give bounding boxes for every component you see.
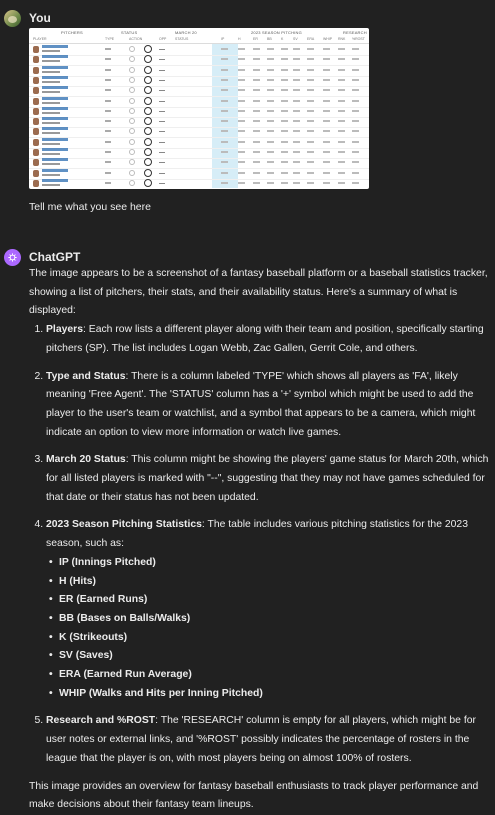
stat-value bbox=[293, 120, 300, 122]
list-item-title: Research and %ROST bbox=[46, 715, 156, 727]
player-team bbox=[42, 163, 60, 165]
stat-value bbox=[267, 141, 274, 143]
add-player-icon bbox=[129, 56, 135, 62]
stat-value bbox=[253, 161, 260, 163]
player-headshot bbox=[33, 128, 39, 135]
stat-value bbox=[307, 48, 314, 50]
stat-value bbox=[267, 120, 274, 122]
stat-value bbox=[221, 79, 228, 81]
stat-value bbox=[281, 161, 288, 163]
stat-value bbox=[293, 151, 300, 153]
stat-value bbox=[238, 182, 245, 184]
stat-value bbox=[307, 141, 314, 143]
col-header: H bbox=[238, 37, 241, 41]
col-header: ER bbox=[253, 37, 258, 41]
list-item-title: 2023 Season Pitching Statistics bbox=[46, 519, 202, 531]
stat-value bbox=[253, 110, 260, 112]
col-header: TYPE bbox=[105, 37, 115, 41]
stat-item: • BB (Bases on Balls/Walks) bbox=[59, 610, 491, 629]
stat-value bbox=[281, 110, 288, 112]
stat-value bbox=[338, 161, 345, 163]
stat-value bbox=[338, 100, 345, 102]
stat-item: • WHIP (Walks and Hits per Inning Pitched) bbox=[59, 685, 491, 704]
player-type bbox=[105, 58, 111, 60]
player-type bbox=[105, 110, 111, 112]
col-header: %ROST bbox=[352, 37, 365, 41]
col-header: ACTION bbox=[129, 37, 143, 41]
stat-value bbox=[221, 110, 228, 112]
stat-value bbox=[323, 89, 330, 91]
stat-value bbox=[293, 110, 300, 112]
col-header: STATUS bbox=[175, 37, 189, 41]
stat-value bbox=[267, 100, 274, 102]
player-type bbox=[105, 120, 111, 122]
stat-value bbox=[238, 130, 245, 132]
stat-value bbox=[352, 172, 359, 174]
opp-dash bbox=[159, 90, 165, 91]
opp-dash bbox=[159, 131, 165, 132]
stat-value bbox=[352, 120, 359, 122]
player-type bbox=[105, 151, 111, 153]
stat-value bbox=[307, 69, 314, 71]
camera-icon bbox=[144, 45, 152, 53]
stat-value bbox=[307, 89, 314, 91]
assistant-message-content bbox=[29, 265, 491, 815]
stat-value bbox=[221, 120, 228, 122]
stat-value bbox=[323, 100, 330, 102]
opp-dash bbox=[159, 49, 165, 50]
stat-value bbox=[281, 172, 288, 174]
stat-value bbox=[338, 130, 345, 132]
add-player-icon bbox=[129, 159, 135, 165]
stat-value bbox=[267, 69, 274, 71]
player-headshot bbox=[33, 87, 39, 94]
col-header: BB bbox=[267, 37, 272, 41]
player-name bbox=[42, 55, 68, 58]
stat-value bbox=[281, 58, 288, 60]
player-team bbox=[42, 143, 60, 145]
screenshot-table-row bbox=[29, 178, 369, 189]
stat-value bbox=[352, 79, 359, 81]
stat-value bbox=[338, 69, 345, 71]
stat-value bbox=[338, 79, 345, 81]
col-header: RNK bbox=[338, 37, 346, 41]
stat-value bbox=[238, 141, 245, 143]
stat-value bbox=[323, 79, 330, 81]
add-player-icon bbox=[129, 67, 135, 73]
stat-value bbox=[253, 182, 260, 184]
stat-value bbox=[352, 151, 359, 153]
list-item-text: : There is a column labeled 'TYPE' which shows all players as 'FA', likely meaning 'Free Agent'. The 'STATUS' column has a '+' symbol which might be used to add the player to the user's team or watchlist, and a symbol that appears to be a camera, which might indicate an option to view more information or watch live games. bbox=[46, 370, 476, 438]
stat-value bbox=[323, 141, 330, 143]
stat-value bbox=[253, 79, 260, 81]
stat-value bbox=[281, 100, 288, 102]
stat-value bbox=[221, 151, 228, 153]
camera-icon bbox=[144, 148, 152, 156]
list-item bbox=[46, 516, 491, 703]
camera-icon bbox=[144, 127, 152, 135]
player-name bbox=[42, 138, 68, 141]
player-headshot bbox=[33, 170, 39, 177]
stat-value bbox=[253, 130, 260, 132]
stat-value bbox=[221, 100, 228, 102]
player-name bbox=[42, 148, 68, 151]
list-item-title: March 20 Status bbox=[46, 454, 126, 466]
stat-value bbox=[281, 130, 288, 132]
stat-value bbox=[338, 58, 345, 60]
stat-value bbox=[323, 120, 330, 122]
stat-value bbox=[281, 120, 288, 122]
stat-value bbox=[253, 48, 260, 50]
stat-value bbox=[293, 161, 300, 163]
stat-value bbox=[352, 110, 359, 112]
stat-value bbox=[267, 182, 274, 184]
stat-value bbox=[253, 151, 260, 153]
stat-value bbox=[281, 48, 288, 50]
stat-value bbox=[307, 120, 314, 122]
stat-value bbox=[338, 182, 345, 184]
stat-value bbox=[267, 161, 274, 163]
camera-icon bbox=[144, 169, 152, 177]
screenshot-column-headers bbox=[29, 37, 369, 44]
user-avatar bbox=[4, 10, 21, 27]
stat-value bbox=[307, 151, 314, 153]
stat-value bbox=[338, 120, 345, 122]
stat-value bbox=[352, 89, 359, 91]
add-player-icon bbox=[129, 170, 135, 176]
opp-dash bbox=[159, 101, 165, 102]
opp-dash bbox=[159, 142, 165, 143]
list-item-title: Type and Status bbox=[46, 370, 126, 382]
screenshot-header-season: 2023 SEASON PITCHING bbox=[251, 30, 302, 35]
player-type bbox=[105, 89, 111, 91]
player-type bbox=[105, 130, 111, 132]
stat-value bbox=[281, 151, 288, 153]
list-item bbox=[46, 451, 491, 507]
stat-value bbox=[293, 182, 300, 184]
stat-value bbox=[352, 58, 359, 60]
player-team bbox=[42, 153, 60, 155]
stat-value bbox=[293, 100, 300, 102]
stat-value bbox=[267, 79, 274, 81]
col-header: IP bbox=[221, 37, 225, 41]
list-item-text: : This column might be showing the players' game status for March 20th, which for all listed players is marked with "--", suggesting that they may not have games scheduled for that date or their status has not been updated. bbox=[46, 454, 489, 503]
stat-value bbox=[307, 182, 314, 184]
stat-value bbox=[253, 58, 260, 60]
add-player-icon bbox=[129, 139, 135, 145]
opp-dash bbox=[159, 162, 165, 163]
assistant-name: ChatGPT bbox=[29, 250, 81, 264]
list-item-text: : The table includes various pitching statistics for the 2023 season, such as: bbox=[46, 519, 468, 550]
add-player-icon bbox=[129, 87, 135, 93]
camera-icon bbox=[144, 138, 152, 146]
player-type bbox=[105, 172, 111, 174]
camera-icon bbox=[144, 86, 152, 94]
player-team bbox=[42, 60, 60, 62]
stat-value bbox=[253, 141, 260, 143]
camera-icon bbox=[144, 66, 152, 74]
player-name bbox=[42, 179, 68, 182]
summary-list bbox=[29, 321, 491, 768]
stat-value bbox=[307, 79, 314, 81]
add-player-icon bbox=[129, 180, 135, 186]
col-header: PLAYER bbox=[33, 37, 47, 41]
stats-list bbox=[46, 554, 491, 704]
stat-value bbox=[221, 48, 228, 50]
stat-value bbox=[238, 151, 245, 153]
stat-value bbox=[338, 110, 345, 112]
stat-value bbox=[323, 69, 330, 71]
stat-value bbox=[253, 100, 260, 102]
stat-value bbox=[221, 69, 228, 71]
player-headshot bbox=[33, 46, 39, 53]
list-item-title: Players bbox=[46, 324, 83, 336]
opp-dash bbox=[159, 173, 165, 174]
stat-value bbox=[281, 69, 288, 71]
camera-icon bbox=[144, 97, 152, 105]
opp-dash bbox=[159, 152, 165, 153]
stat-value bbox=[238, 120, 245, 122]
stat-value bbox=[307, 161, 314, 163]
stat-value bbox=[238, 110, 245, 112]
stat-value bbox=[323, 151, 330, 153]
screenshot-header-pitchers: PITCHERS bbox=[61, 30, 83, 35]
player-headshot bbox=[33, 159, 39, 166]
stat-value bbox=[238, 161, 245, 163]
stat-value bbox=[267, 110, 274, 112]
camera-icon bbox=[144, 117, 152, 125]
add-player-icon bbox=[129, 108, 135, 114]
player-name bbox=[42, 66, 68, 69]
add-player-icon bbox=[129, 46, 135, 52]
stat-value bbox=[238, 79, 245, 81]
player-name bbox=[42, 127, 68, 130]
stat-value bbox=[338, 151, 345, 153]
player-team bbox=[42, 81, 60, 83]
stat-value bbox=[352, 48, 359, 50]
stat-value bbox=[323, 58, 330, 60]
stat-value bbox=[352, 69, 359, 71]
stat-value bbox=[293, 141, 300, 143]
stat-value bbox=[338, 141, 345, 143]
stat-value bbox=[267, 130, 274, 132]
stat-value bbox=[267, 58, 274, 60]
player-team bbox=[42, 91, 60, 93]
opp-dash bbox=[159, 80, 165, 81]
user-name: You bbox=[29, 11, 51, 25]
stat-value bbox=[323, 161, 330, 163]
opp-dash bbox=[159, 70, 165, 71]
player-type bbox=[105, 100, 111, 102]
camera-icon bbox=[144, 107, 152, 115]
stat-value bbox=[267, 172, 274, 174]
stat-value bbox=[352, 182, 359, 184]
player-type bbox=[105, 79, 111, 81]
stat-value bbox=[307, 100, 314, 102]
stat-value bbox=[338, 89, 345, 91]
stat-value bbox=[307, 58, 314, 60]
stat-item: • SV (Saves) bbox=[59, 647, 491, 666]
stat-value bbox=[352, 100, 359, 102]
player-headshot bbox=[33, 118, 39, 125]
screenshot-header-research: RESEARCH bbox=[343, 30, 367, 35]
stat-value bbox=[293, 89, 300, 91]
stat-value bbox=[323, 110, 330, 112]
player-team bbox=[42, 71, 60, 73]
player-name bbox=[42, 97, 68, 100]
chatgpt-logo-icon bbox=[4, 249, 21, 266]
stat-value bbox=[253, 120, 260, 122]
player-type bbox=[105, 161, 111, 163]
stat-item: • IP (Innings Pitched) bbox=[59, 554, 491, 573]
stat-value bbox=[307, 130, 314, 132]
stat-value bbox=[307, 110, 314, 112]
stat-value bbox=[293, 58, 300, 60]
player-headshot bbox=[33, 108, 39, 115]
stat-item: • K (Strikeouts) bbox=[59, 629, 491, 648]
stat-value bbox=[352, 141, 359, 143]
player-name bbox=[42, 107, 68, 110]
add-player-icon bbox=[129, 98, 135, 104]
player-type bbox=[105, 141, 111, 143]
col-header: SV bbox=[293, 37, 298, 41]
stat-value bbox=[338, 48, 345, 50]
stat-value bbox=[352, 161, 359, 163]
user-message-text: Tell me what you see here bbox=[29, 201, 151, 213]
assistant-outro: This image provides an overview for fantasy baseball enthusiasts to track player performance and make decisions about their fantasy team lineups. bbox=[29, 780, 479, 811]
player-team bbox=[42, 112, 60, 114]
list-item-text: : The 'RESEARCH' column is empty for all players, which might be for user notes or external links, and '%ROST' possibly indicates the percentage of rosters in the league that the player is on, with most players being on almost 100% of rosters. bbox=[46, 715, 476, 764]
player-headshot bbox=[33, 77, 39, 84]
stat-value bbox=[293, 172, 300, 174]
player-headshot bbox=[33, 67, 39, 74]
screenshot-header-march: MARCH 20 bbox=[175, 30, 197, 35]
player-name bbox=[42, 86, 68, 89]
col-header: K bbox=[281, 37, 284, 41]
stat-item: • H (Hits) bbox=[59, 573, 491, 592]
col-header: WHIP bbox=[323, 37, 333, 41]
player-headshot bbox=[33, 56, 39, 63]
stat-value bbox=[267, 89, 274, 91]
stat-value bbox=[293, 69, 300, 71]
camera-icon bbox=[144, 158, 152, 166]
stat-value bbox=[281, 182, 288, 184]
stat-value bbox=[323, 172, 330, 174]
stat-value bbox=[293, 79, 300, 81]
stat-value bbox=[323, 48, 330, 50]
camera-icon bbox=[144, 55, 152, 63]
attached-screenshot[interactable] bbox=[29, 28, 369, 189]
player-name bbox=[42, 76, 68, 79]
stat-item: • ERA (Earned Run Average) bbox=[59, 666, 491, 685]
stat-value bbox=[253, 89, 260, 91]
opp-dash bbox=[159, 59, 165, 60]
stat-value bbox=[238, 100, 245, 102]
stat-value bbox=[221, 161, 228, 163]
player-headshot bbox=[33, 149, 39, 156]
player-team bbox=[42, 174, 60, 176]
stat-value bbox=[323, 182, 330, 184]
col-header: OPP bbox=[159, 37, 167, 41]
add-player-icon bbox=[129, 118, 135, 124]
add-player-icon bbox=[129, 77, 135, 83]
screenshot-header-status: STATUS bbox=[121, 30, 138, 35]
list-item bbox=[46, 712, 491, 768]
player-team bbox=[42, 132, 60, 134]
opp-dash bbox=[159, 121, 165, 122]
player-headshot bbox=[33, 139, 39, 146]
stat-value bbox=[293, 48, 300, 50]
opp-dash bbox=[159, 183, 165, 184]
player-team bbox=[42, 184, 60, 186]
player-name bbox=[42, 158, 68, 161]
assistant-intro: The image appears to be a screenshot of a fantasy baseball platform or a baseball statistics tracker, showing a list of pitchers, their stats, and their availability status. Here's a summary of what is displayed: bbox=[29, 268, 488, 317]
list-item-text: : Each row lists a different player along with their team and position, specifically starting pitchers (SP). The list includes Logan Webb, Zac Gallen, Gerrit Cole, and others. bbox=[46, 324, 484, 354]
camera-icon bbox=[144, 179, 152, 187]
col-header: ERA bbox=[307, 37, 315, 41]
player-team bbox=[42, 102, 60, 104]
add-player-icon bbox=[129, 128, 135, 134]
stat-value bbox=[221, 182, 228, 184]
stat-value bbox=[238, 172, 245, 174]
stat-item: • ER (Earned Runs) bbox=[59, 591, 491, 610]
stat-value bbox=[221, 89, 228, 91]
add-player-icon bbox=[129, 149, 135, 155]
stat-value bbox=[323, 130, 330, 132]
stat-value bbox=[281, 89, 288, 91]
stat-value bbox=[338, 172, 345, 174]
opp-dash bbox=[159, 111, 165, 112]
stat-value bbox=[352, 130, 359, 132]
stat-value bbox=[281, 141, 288, 143]
player-name bbox=[42, 45, 68, 48]
stat-value bbox=[221, 172, 228, 174]
stat-value bbox=[238, 58, 245, 60]
stat-value bbox=[267, 48, 274, 50]
stat-value bbox=[221, 141, 228, 143]
stat-value bbox=[221, 130, 228, 132]
stat-value bbox=[307, 172, 314, 174]
player-team bbox=[42, 122, 60, 124]
stat-value bbox=[281, 79, 288, 81]
stat-value bbox=[253, 172, 260, 174]
player-name bbox=[42, 117, 68, 120]
player-type bbox=[105, 182, 111, 184]
stat-value bbox=[267, 151, 274, 153]
stat-value bbox=[238, 89, 245, 91]
stat-value bbox=[253, 69, 260, 71]
stat-value bbox=[238, 69, 245, 71]
list-item bbox=[46, 321, 491, 358]
player-type bbox=[105, 69, 111, 71]
player-headshot bbox=[33, 180, 39, 187]
stat-value bbox=[238, 48, 245, 50]
stat-value bbox=[221, 58, 228, 60]
list-item bbox=[46, 368, 491, 443]
stat-value bbox=[293, 130, 300, 132]
player-team bbox=[42, 50, 60, 52]
player-name bbox=[42, 169, 68, 172]
player-headshot bbox=[33, 98, 39, 105]
camera-icon bbox=[144, 76, 152, 84]
player-type bbox=[105, 48, 111, 50]
